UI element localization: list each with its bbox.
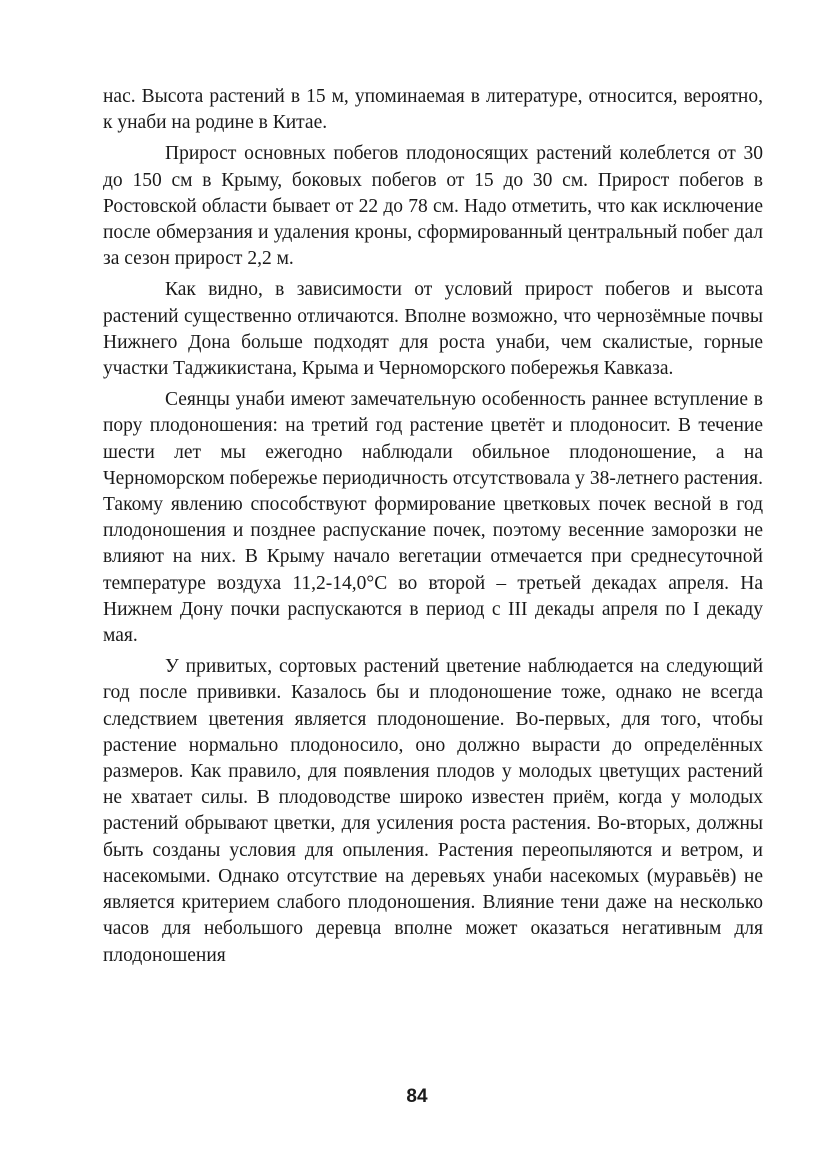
paragraph-4: Сеянцы унаби имеют замечательную особенность раннее вступление в пору плодоношения: на третий год растение цветёт и плодоносит. В течение шести лет мы ежегодно наблюдали обильное плодоношение, а на Черноморском побережье периодичность отсутствовала у 38-летнего растения. Такому явлению способствуют формирование цветковых почек весной в год плодоношения и позднее распускание почек, поэтому весенние заморозки не влияют на них. В Крыму начало вегетации отмечается при среднесуточной температуре воздуха 11,2-14,0°С во второй – третьей декадах апреля. На Нижнем Дону почки распускаются в период с III декады апреля по I декаду мая. — [103, 389, 763, 647]
paragraph-2: Прирост основных побегов плодоносящих растений колеблется от 30 до 150 см в Крыму, боковых побегов от 15 до 30 см. Прирост побегов в Ростовской области бывает от 22 до 78 см. Надо отметить, что как исключение после обмерзания и удаления кроны, сформированный центральный побег дал за сезон прирост 2,2 м. — [103, 143, 763, 270]
page-number: 84 — [406, 1086, 428, 1107]
body-text — [103, 84, 763, 969]
paragraph-5: У привитых, сортовых растений цветение наблюдается на следующий год после прививки. Казалось бы и плодоношение тоже, однако не всегда следствием цветения является плодоношение. Во-первых, для того, чтобы растение нормально плодоносило, оно должно вырасти до определённых размеров. Как правило, для появления плодов у молодых цветущих растений не хватает силы. В плодоводстве широко известен приём, когда у молодых растений обрывают цветки, для усиления роста растения. Во-вторых, должны быть созданы условия для опыления. Растения переопыляются и ветром, и насекомыми. Однако отсутствие на деревьях унаби насекомых (муравьёв) не является критерием слабого плодоношения. Влияние тени даже на несколько часов для небольшого деревца вполне может оказаться негативным для плодоношения — [103, 656, 763, 966]
paragraph-3: Как видно, в зависимости от условий прирост побегов и высота растений существенно отличаются. Вполне возможно, что чернозёмные почвы Нижнего Дона больше подходят для роста унаби, чем скалистые, горные участки Таджикистана, Крыма и Черноморского побережья Кавказа. — [103, 279, 763, 380]
paragraph-1: нас. Высота растений в 15 м, упоминаемая в литературе, относится, вероятно, к унаби на родине в Китае. — [103, 86, 763, 134]
